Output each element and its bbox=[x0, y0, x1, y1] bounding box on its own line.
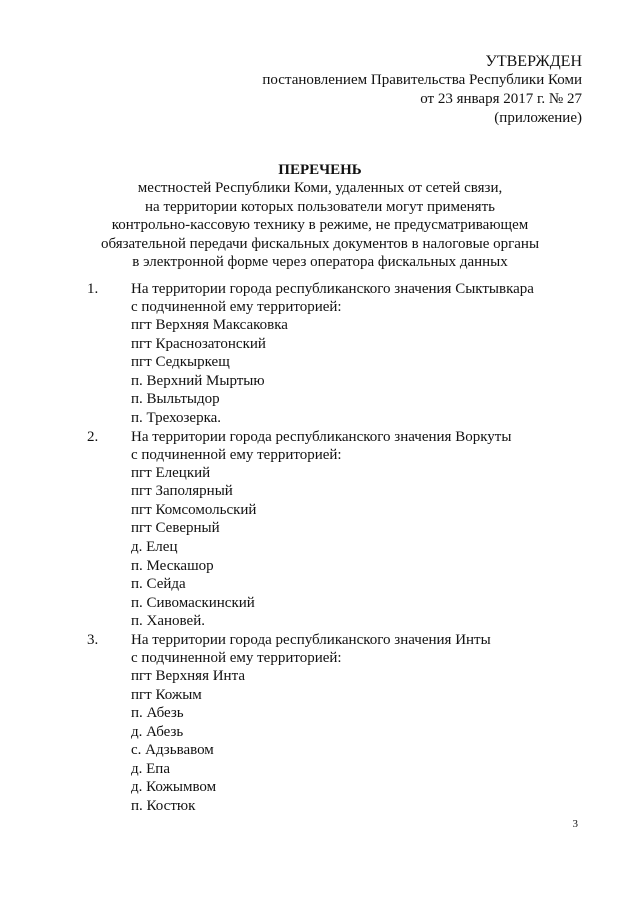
list-item bbox=[0, 280, 640, 428]
settlement: п. Абезь bbox=[131, 705, 184, 722]
settlement: пгт Комсомольский bbox=[131, 501, 257, 518]
settlement: п. Хановей. bbox=[131, 613, 205, 630]
list-subtitle bbox=[60, 179, 580, 272]
list-title: ПЕРЕЧЕНЬ bbox=[278, 162, 362, 178]
approval-line: постановлением Правительства Республики Коми bbox=[262, 72, 582, 88]
settlement: пгт Кожым bbox=[131, 686, 202, 703]
settlement: п. Костюк bbox=[131, 798, 196, 815]
subtitle-line: обязательной передачи фискальных документов в налоговые органы bbox=[100, 235, 540, 252]
approval-stamp bbox=[262, 52, 582, 128]
settlement: с. Адзьвавом bbox=[131, 742, 214, 759]
item-body bbox=[131, 631, 640, 816]
subtitle-line: местностей Республики Коми, удаленных от сетей связи, bbox=[137, 180, 503, 196]
subtitle-line: в электронной форме через оператора фискальных данных bbox=[132, 254, 508, 271]
item-number: 3. bbox=[87, 631, 99, 648]
page-number: 3 bbox=[572, 818, 578, 830]
settlement: д. Кожымвом bbox=[131, 779, 217, 796]
settlement: п. Мескашор bbox=[131, 557, 214, 574]
approval-title: УТВЕРЖДЕН bbox=[485, 53, 582, 70]
item-body bbox=[131, 280, 640, 428]
item-heading: На территории города республиканского значения Сыктывкара bbox=[131, 281, 534, 297]
settlement: п. Сивомаскинский bbox=[131, 594, 255, 611]
settlement: пгт Заполярный bbox=[131, 483, 233, 500]
subtitle-line: на территории которых пользователи могут применять bbox=[145, 198, 495, 215]
approval-line: от 23 января 2017 г. № 27 bbox=[420, 91, 582, 107]
settlement: д. Епа bbox=[131, 760, 170, 777]
approval-line: (приложение) bbox=[494, 110, 582, 126]
settlement: пгт Седкыркещ bbox=[131, 354, 230, 371]
item-heading: На территории города республиканского значения Инты bbox=[131, 631, 491, 648]
settlement: пгт Елецкий bbox=[131, 464, 211, 481]
settlement: п. Верхний Мыртыю bbox=[131, 372, 265, 389]
settlement: д. Елец bbox=[131, 538, 178, 555]
settlement: пгт Верхняя Максаковка bbox=[131, 317, 288, 333]
settlement: пгт Верхняя Инта bbox=[131, 667, 245, 684]
item-body bbox=[131, 428, 640, 631]
item-number: 2. bbox=[87, 428, 99, 445]
territory-list bbox=[0, 280, 640, 816]
settlement: п. Сейда bbox=[131, 576, 186, 593]
item-heading: с подчиненной ему территорией: bbox=[131, 446, 342, 463]
list-item bbox=[0, 631, 640, 816]
settlement: пгт Краснозатонский bbox=[131, 335, 266, 352]
settlement: д. Абезь bbox=[131, 723, 184, 740]
settlement: п. Трехозерка. bbox=[131, 409, 222, 426]
settlement: пгт Северный bbox=[131, 520, 220, 537]
item-number: 1. bbox=[87, 281, 99, 297]
list-item bbox=[0, 428, 640, 631]
item-heading: На территории города республиканского значения Воркуты bbox=[131, 428, 512, 445]
item-heading: с подчиненной ему территорией: bbox=[131, 299, 342, 315]
subtitle-line: контрольно-кассовую технику в режиме, не предусматривающем bbox=[111, 217, 529, 234]
item-heading: с подчиненной ему территорией: bbox=[131, 649, 342, 666]
settlement: п. Выльтыдор bbox=[131, 391, 220, 408]
